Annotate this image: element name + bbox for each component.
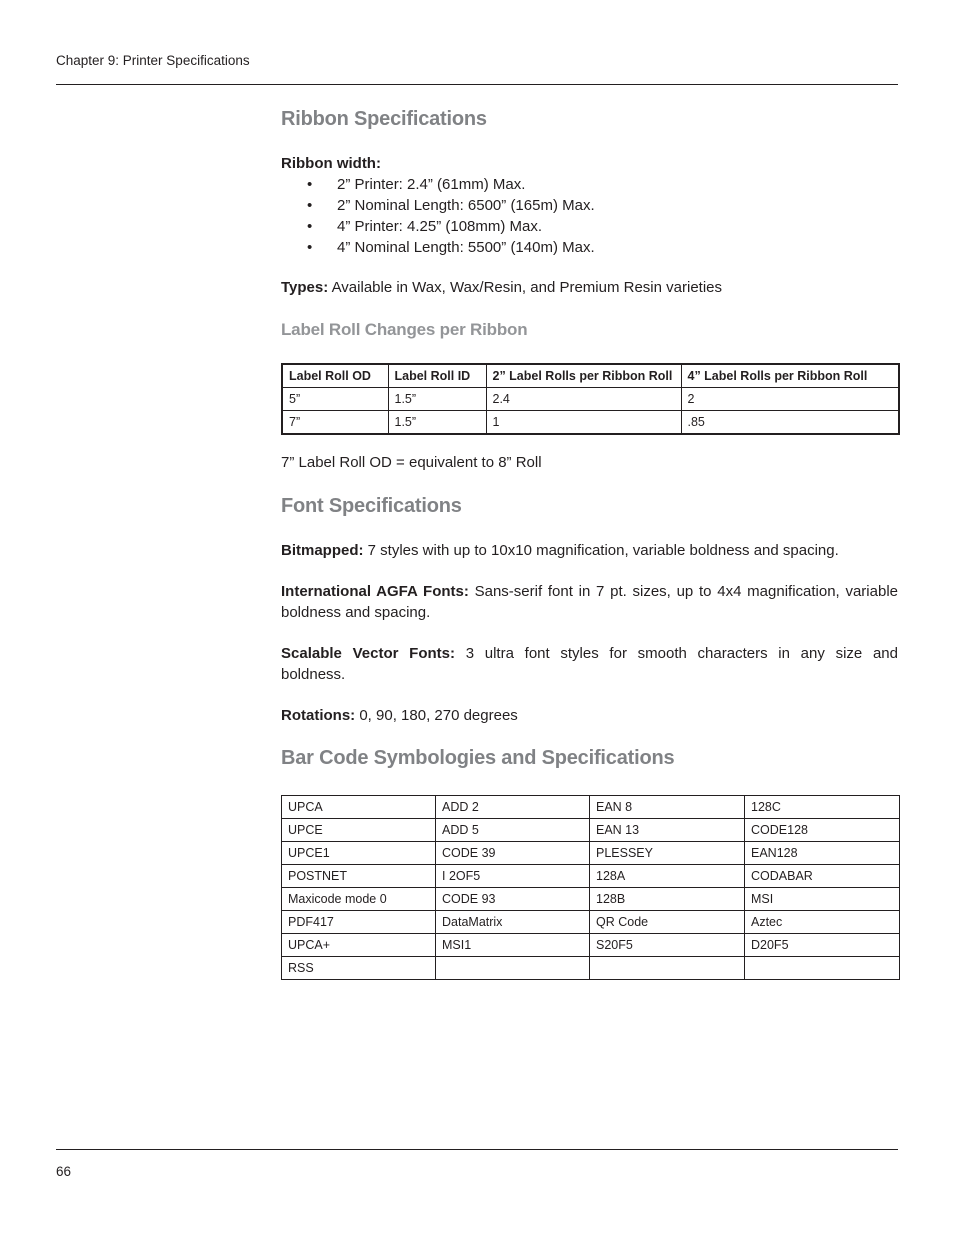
column-header: Label Roll OD [282,364,388,388]
page-number: 66 [56,1164,72,1179]
table-cell: CODABAR [745,865,900,888]
table-cell: MSI1 [436,934,590,957]
table-cell: ADD 5 [436,819,590,842]
table-cell: MSI [745,888,900,911]
table-row [282,888,900,911]
table-cell: EAN 13 [590,819,745,842]
scalable-vector-fonts: Scalable Vector Fonts: 3 ultra font styles for smooth characters in any size and boldness. [281,645,898,683]
table-cell: 1 [486,411,681,435]
table-cell: POSTNET [282,865,436,888]
barcode-table [281,795,900,980]
column-header: 2” Label Rolls per Ribbon Roll [486,364,681,388]
table-cell: QR Code [590,911,745,934]
ribbon-width-label: Ribbon width: [281,155,381,172]
table-row [282,865,900,888]
table-cell [590,957,745,980]
footer-rule [56,1149,898,1150]
table-cell: 128B [590,888,745,911]
table-row [282,411,899,435]
table-cell: 1.5” [388,388,486,411]
ribbon-types: Types: Available in Wax, Wax/Resin, and Premium Resin varieties [281,279,722,296]
table-cell: 128C [745,796,900,819]
rotations: Rotations: 0, 90, 180, 270 degrees [281,707,518,724]
table-cell: ADD 2 [436,796,590,819]
list-item: • 2” Printer: 2.4” (61mm) Max. [307,176,526,193]
list-item: • 2” Nominal Length: 6500” (165m) Max. [307,197,595,214]
font-specifications-heading: Font Specifications [281,495,462,517]
table-cell: UPCE [282,819,436,842]
table-cell: 1.5” [388,411,486,435]
table-row [282,796,900,819]
table-row [282,957,900,980]
ribbon-specifications-heading: Ribbon Specifications [281,108,487,130]
table-cell [436,957,590,980]
list-item: • 4” Printer: 4.25” (108mm) Max. [307,218,543,235]
table-cell: UPCA+ [282,934,436,957]
label-roll-changes-heading: Label Roll Changes per Ribbon [281,320,528,339]
agfa-fonts: International AGFA Fonts: Sans-serif font in 7 pt. sizes, up to 4x4 magnification, variable boldness and spacing. [281,583,898,621]
bullet: • [307,176,313,193]
table-header-row [282,364,899,388]
table-cell: EAN128 [745,842,900,865]
table-row [282,934,900,957]
table-cell: Aztec [745,911,900,934]
table-row [282,819,900,842]
bullet: • [307,239,313,256]
header-rule [56,84,898,85]
table-cell: CODE 93 [436,888,590,911]
list-item: • 4” Nominal Length: 5500” (140m) Max. [307,239,595,256]
table-cell: RSS [282,957,436,980]
bullet: • [307,218,313,235]
table-cell: EAN 8 [590,796,745,819]
table-cell: 2.4 [486,388,681,411]
table-cell: 2 [681,388,899,411]
bitmapped-fonts: Bitmapped: 7 styles with up to 10x10 magnification, variable boldness and spacing. [281,542,839,559]
column-header: 4” Label Rolls per Ribbon Roll [681,364,899,388]
table-cell [745,957,900,980]
bar-code-heading: Bar Code Symbologies and Specifications [281,747,675,769]
label-roll-note: 7” Label Roll OD = equivalent to 8” Roll [281,454,542,471]
table-cell: UPCA [282,796,436,819]
ribbon-table [281,363,900,435]
table-cell: .85 [681,411,899,435]
table-cell: 7” [282,411,388,435]
table-cell: I 2OF5 [436,865,590,888]
table-cell: Maxicode mode 0 [282,888,436,911]
table-cell: PLESSEY [590,842,745,865]
table-cell: DataMatrix [436,911,590,934]
table-cell: CODE 39 [436,842,590,865]
table-cell: 128A [590,865,745,888]
table-cell: 5” [282,388,388,411]
column-header: Label Roll ID [388,364,486,388]
table-row [282,842,900,865]
table-row [282,388,899,411]
bullet: • [307,197,313,214]
table-cell: D20F5 [745,934,900,957]
table-cell: CODE128 [745,819,900,842]
ribbon-width-list [281,174,898,258]
table-cell: PDF417 [282,911,436,934]
table-row [282,911,900,934]
table-cell: UPCE1 [282,842,436,865]
table-cell: S20F5 [590,934,745,957]
running-head: Chapter 9: Printer Specifications [56,53,250,68]
